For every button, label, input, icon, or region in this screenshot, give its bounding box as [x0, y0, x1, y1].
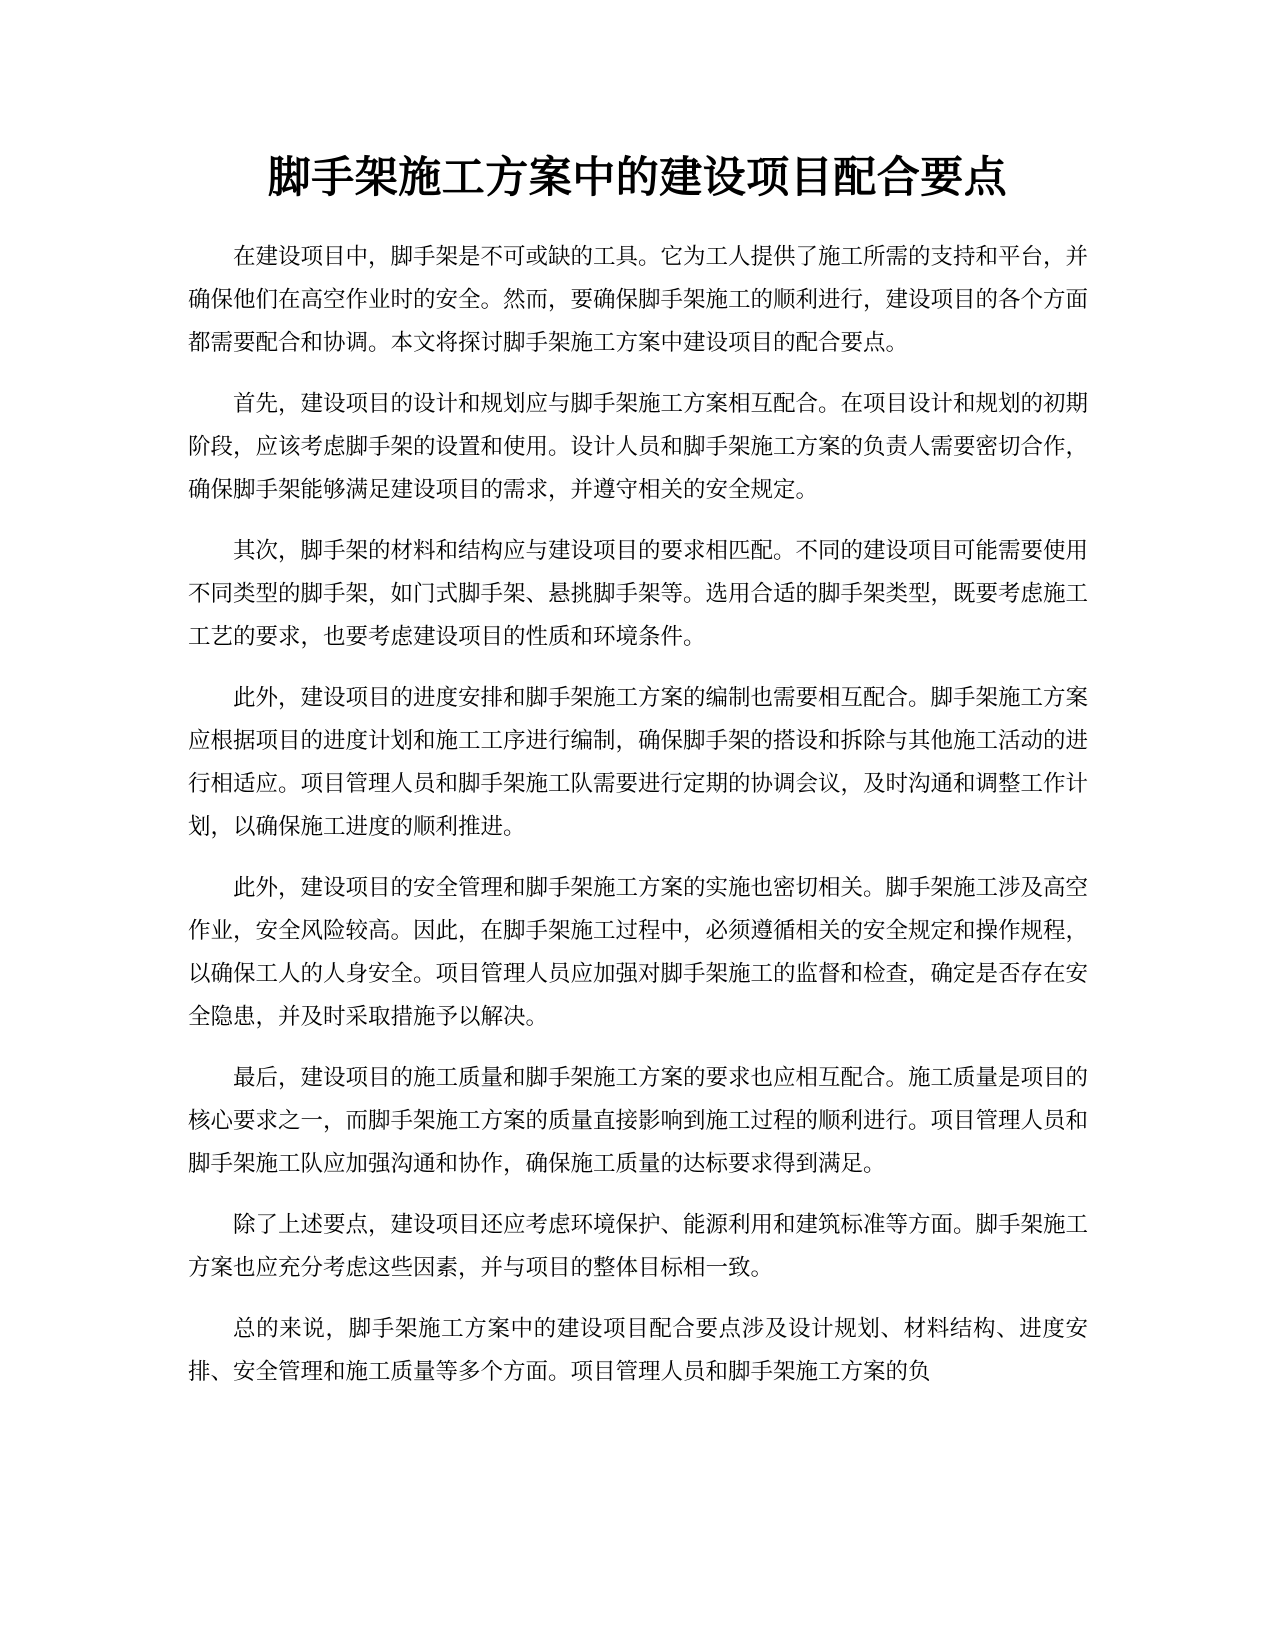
paragraph-6: 最后，建设项目的施工质量和脚手架施工方案的要求也应相互配合。施工质量是项目的核心要求之一，而脚手架施工方案的质量直接影响到施工过程的顺利进行。项目管理人员和脚手架施工队应加强沟通和协作，确保施工质量的达标要求得到满足。: [188, 1065, 1089, 1177]
paragraph-1: 在建设项目中，脚手架是不可或缺的工具。它为工人提供了施工所需的支持和平台，并确保他们在高空作业时的安全。然而，要确保脚手架施工的顺利进行，建设项目的各个方面都需要配合和协调。本文将探讨脚手架施工方案中建设项目的配合要点。: [188, 244, 1089, 356]
page-title: 脚手架施工方案中的建设项目配合要点: [267, 153, 1008, 203]
paragraph-5: 此外，建设项目的安全管理和脚手架施工方案的实施也密切相关。脚手架施工涉及高空作业，安全风险较高。因此，在脚手架施工过程中，必须遵循相关的安全规定和操作规程，以确保工人的人身安全。项目管理人员应加强对脚手架施工的监督和检查，确定是否存在安全隐患，并及时采取措施予以解决。: [188, 875, 1089, 1030]
paragraph-4: 此外，建设项目的进度安排和脚手架施工方案的编制也需要相互配合。脚手架施工方案应根据项目的进度计划和施工工序进行编制，确保脚手架的搭设和拆除与其他施工活动的进行相适应。项目管理人员和脚手架施工队需要进行定期的协调会议，及时沟通和调整工作计划，以确保施工进度的顺利推进。: [188, 685, 1089, 840]
paragraph-3: 其次，脚手架的材料和结构应与建设项目的要求相匹配。不同的建设项目可能需要使用不同类型的脚手架，如门式脚手架、悬挑脚手架等。选用合适的脚手架类型，既要考虑施工工艺的要求，也要考虑建设项目的性质和环境条件。: [188, 538, 1089, 650]
document-body: [188, 236, 1088, 1412]
paragraph-2: 首先，建设项目的设计和规划应与脚手架施工方案相互配合。在项目设计和规划的初期阶段，应该考虑脚手架的设置和使用。设计人员和脚手架施工方案的负责人需要密切合作，确保脚手架能够满足建设项目的需求，并遵守相关的安全规定。: [188, 391, 1089, 503]
paragraph-7: 除了上述要点，建设项目还应考虑环境保护、能源利用和建筑标准等方面。脚手架施工方案也应充分考虑这些因素，并与项目的整体目标相一致。: [188, 1212, 1089, 1281]
paragraph-8: 总的来说，脚手架施工方案中的建设项目配合要点涉及设计规划、材料结构、进度安排、安全管理和施工质量等多个方面。项目管理人员和脚手架施工方案的负: [188, 1316, 1088, 1385]
